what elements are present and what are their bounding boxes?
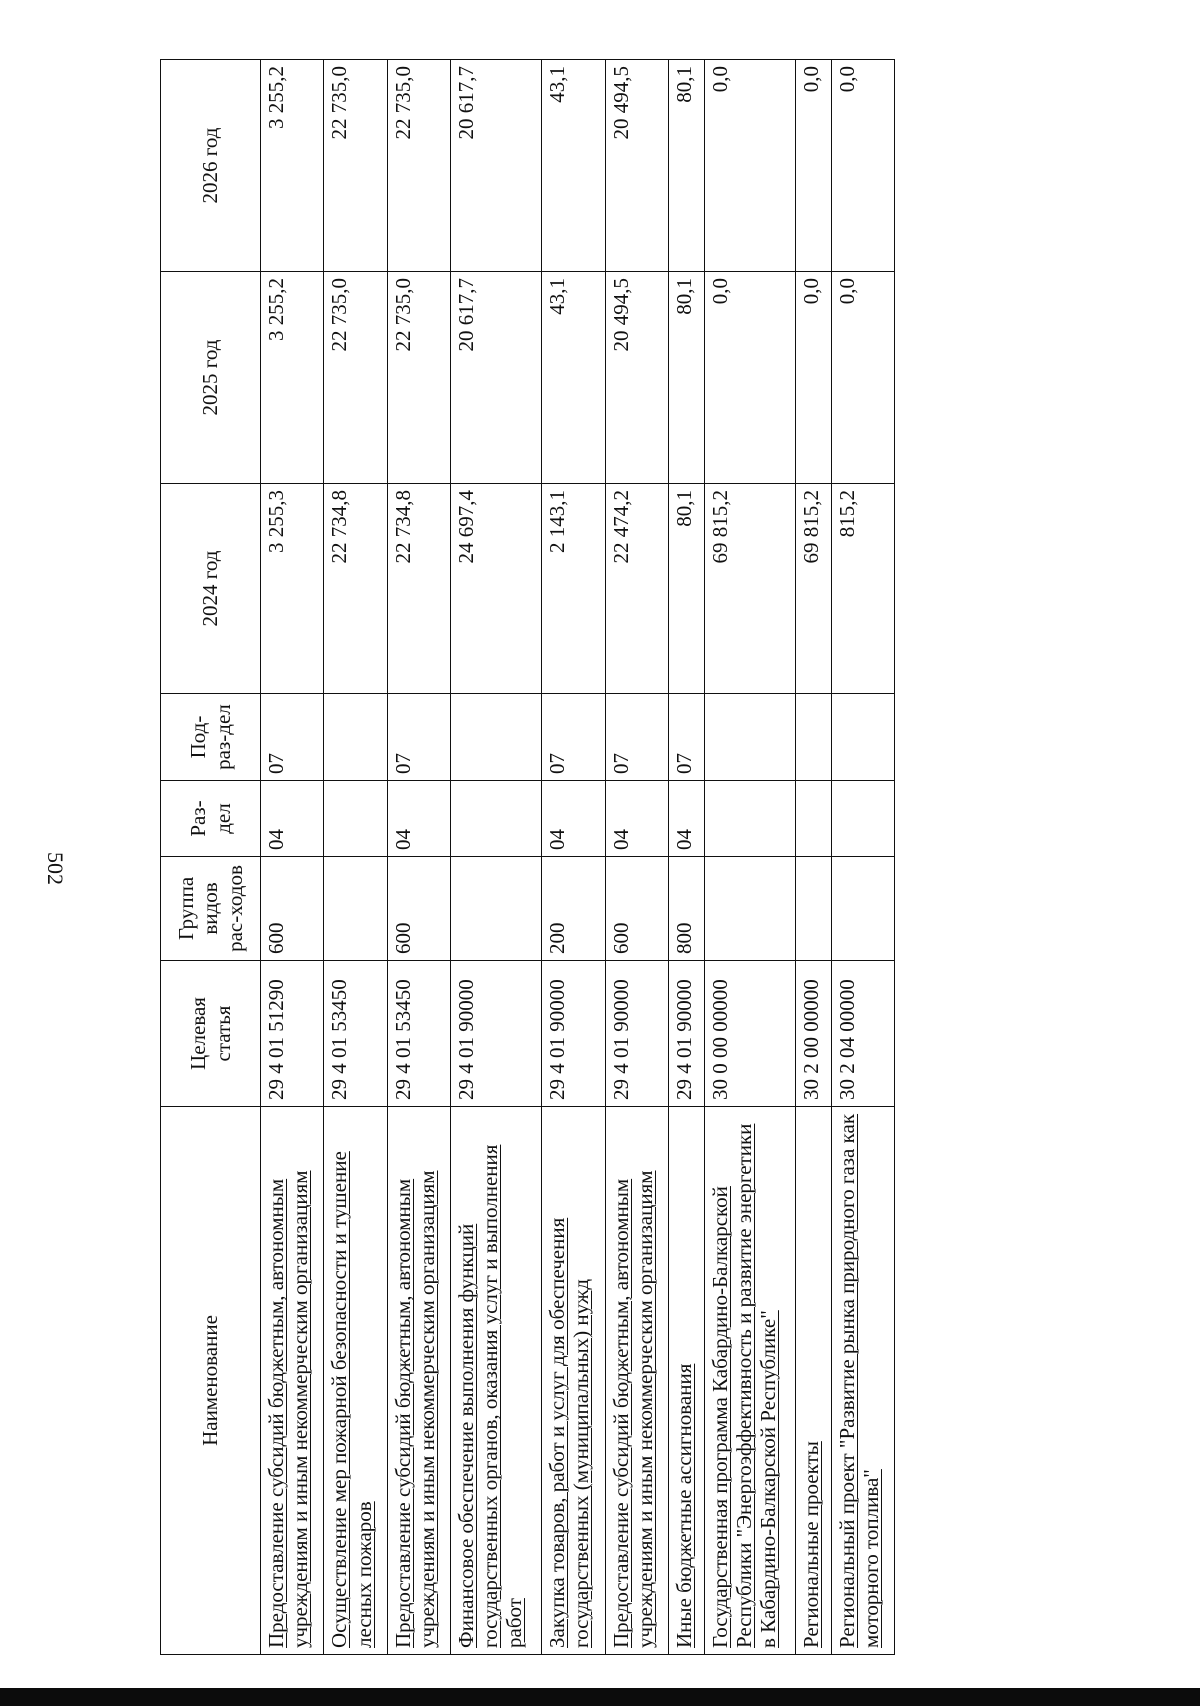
- table-row: [387, 60, 450, 1655]
- cell-2025: 22 735,0: [387, 272, 450, 484]
- cell-section: [451, 781, 542, 857]
- cell-name: Предоставление субсидий бюджетным, автономным учреждениям и иным некоммерческим организациям: [605, 1107, 668, 1655]
- cell-2024: 815,2: [831, 484, 894, 694]
- cell-target-article: 29 4 01 53450: [387, 961, 450, 1107]
- cell-name: Предоставление субсидий бюджетным, автономным учреждениям и иным некоммерческим организациям: [387, 1107, 450, 1655]
- cell-subsection: 07: [605, 694, 668, 781]
- cell-2026: 22 735,0: [387, 60, 450, 272]
- cell-subsection: [451, 694, 542, 781]
- budget-table: [160, 59, 895, 1655]
- cell-2026: 0,0: [831, 60, 894, 272]
- cell-2024: 22 474,2: [605, 484, 668, 694]
- cell-name: Закупка товаров, работ и услуг для обеспечения государственных (муниципальных) нужд: [542, 1107, 605, 1655]
- cell-expense-group: [831, 857, 894, 961]
- cell-2024: 22 734,8: [387, 484, 450, 694]
- cell-section: [831, 781, 894, 857]
- cell-target-article: 29 4 01 90000: [669, 961, 705, 1107]
- cell-2026: 43,1: [542, 60, 605, 272]
- cell-2026: 20 617,7: [451, 60, 542, 272]
- table-row: [795, 60, 831, 1655]
- cell-2025: 22 735,0: [324, 272, 387, 484]
- cell-2025: 80,1: [669, 272, 705, 484]
- header-subsection: Под-раз-дел: [161, 694, 261, 781]
- cell-target-article: 29 4 01 51290: [261, 961, 324, 1107]
- cell-target-article: 29 4 01 90000: [605, 961, 668, 1107]
- cell-section: [704, 781, 795, 857]
- cell-subsection: [831, 694, 894, 781]
- cell-expense-group: [704, 857, 795, 961]
- table-body: [261, 60, 895, 1655]
- cell-expense-group: [795, 857, 831, 961]
- cell-2026: 22 735,0: [324, 60, 387, 272]
- cell-2026: 0,0: [704, 60, 795, 272]
- cell-section: 04: [261, 781, 324, 857]
- table-row: [605, 60, 668, 1655]
- cell-2026: 0,0: [795, 60, 831, 272]
- cell-section: 04: [387, 781, 450, 857]
- cell-2024: 3 255,3: [261, 484, 324, 694]
- cell-subsection: 07: [542, 694, 605, 781]
- header-2024: 2024 год: [161, 484, 261, 694]
- header-row: [161, 60, 261, 1655]
- table-row: [324, 60, 387, 1655]
- cell-2026: 80,1: [669, 60, 705, 272]
- header-2025: 2025 год: [161, 272, 261, 484]
- cell-target-article: 30 2 00 00000: [795, 961, 831, 1107]
- table-row: [542, 60, 605, 1655]
- cell-subsection: 07: [387, 694, 450, 781]
- scan-edge-bar: [0, 1688, 1200, 1706]
- cell-2024: 22 734,8: [324, 484, 387, 694]
- cell-2026: 20 494,5: [605, 60, 668, 272]
- cell-expense-group: [451, 857, 542, 961]
- cell-subsection: 07: [669, 694, 705, 781]
- cell-name: Финансовое обеспечение выполнения функций государственных органов, оказания услуг и выполнения работ: [451, 1107, 542, 1655]
- cell-2024: 24 697,4: [451, 484, 542, 694]
- cell-2024: 69 815,2: [795, 484, 831, 694]
- cell-2025: 0,0: [831, 272, 894, 484]
- cell-target-article: 30 2 04 00000: [831, 961, 894, 1107]
- cell-name: Региональные проекты: [795, 1107, 831, 1655]
- cell-section: 04: [605, 781, 668, 857]
- cell-subsection: 07: [261, 694, 324, 781]
- table-row: [704, 60, 795, 1655]
- cell-target-article: 29 4 01 90000: [542, 961, 605, 1107]
- rotated-table-wrapper: [160, 60, 895, 1655]
- cell-expense-group: 800: [669, 857, 705, 961]
- cell-name: Региональный проект "Развитие рынка природного газа как моторного топлива": [831, 1107, 894, 1655]
- cell-subsection: [324, 694, 387, 781]
- cell-2024: 2 143,1: [542, 484, 605, 694]
- cell-subsection: [795, 694, 831, 781]
- cell-2024: 80,1: [669, 484, 705, 694]
- cell-2025: 20 617,7: [451, 272, 542, 484]
- header-name: Наименование: [161, 1107, 261, 1655]
- cell-name: Государственная программа Кабардино-Балкарской Республики "Энергоэффективность и развитие энергетики в Кабардино-Балкарской Республике": [704, 1107, 795, 1655]
- cell-expense-group: 600: [387, 857, 450, 961]
- cell-target-article: 29 4 01 90000: [451, 961, 542, 1107]
- table-row: [831, 60, 894, 1655]
- cell-2026: 3 255,2: [261, 60, 324, 272]
- cell-2025: 0,0: [704, 272, 795, 484]
- header-2026: 2026 год: [161, 60, 261, 272]
- cell-target-article: 29 4 01 53450: [324, 961, 387, 1107]
- cell-2025: 0,0: [795, 272, 831, 484]
- cell-name: Предоставление субсидий бюджетным, автономным учреждениям и иным некоммерческим организациям: [261, 1107, 324, 1655]
- cell-2025: 43,1: [542, 272, 605, 484]
- cell-section: 04: [542, 781, 605, 857]
- cell-expense-group: 600: [261, 857, 324, 961]
- cell-expense-group: 200: [542, 857, 605, 961]
- cell-name: Иные бюджетные ассигнования: [669, 1107, 705, 1655]
- header-section: Раз-дел: [161, 781, 261, 857]
- cell-2024: 69 815,2: [704, 484, 795, 694]
- cell-subsection: [704, 694, 795, 781]
- cell-2025: 20 494,5: [605, 272, 668, 484]
- table-row: [261, 60, 324, 1655]
- cell-section: [795, 781, 831, 857]
- cell-2025: 3 255,2: [261, 272, 324, 484]
- table-row: [669, 60, 705, 1655]
- cell-section: 04: [669, 781, 705, 857]
- page-number: 502: [43, 852, 68, 885]
- cell-target-article: 30 0 00 00000: [704, 961, 795, 1107]
- cell-expense-group: [324, 857, 387, 961]
- table-row: [451, 60, 542, 1655]
- cell-name: Осуществление мер пожарной безопасности и тушение лесных пожаров: [324, 1107, 387, 1655]
- header-target: Целевая статья: [161, 961, 261, 1107]
- cell-section: [324, 781, 387, 857]
- cell-expense-group: 600: [605, 857, 668, 961]
- header-group: Группа видов рас-ходов: [161, 857, 261, 961]
